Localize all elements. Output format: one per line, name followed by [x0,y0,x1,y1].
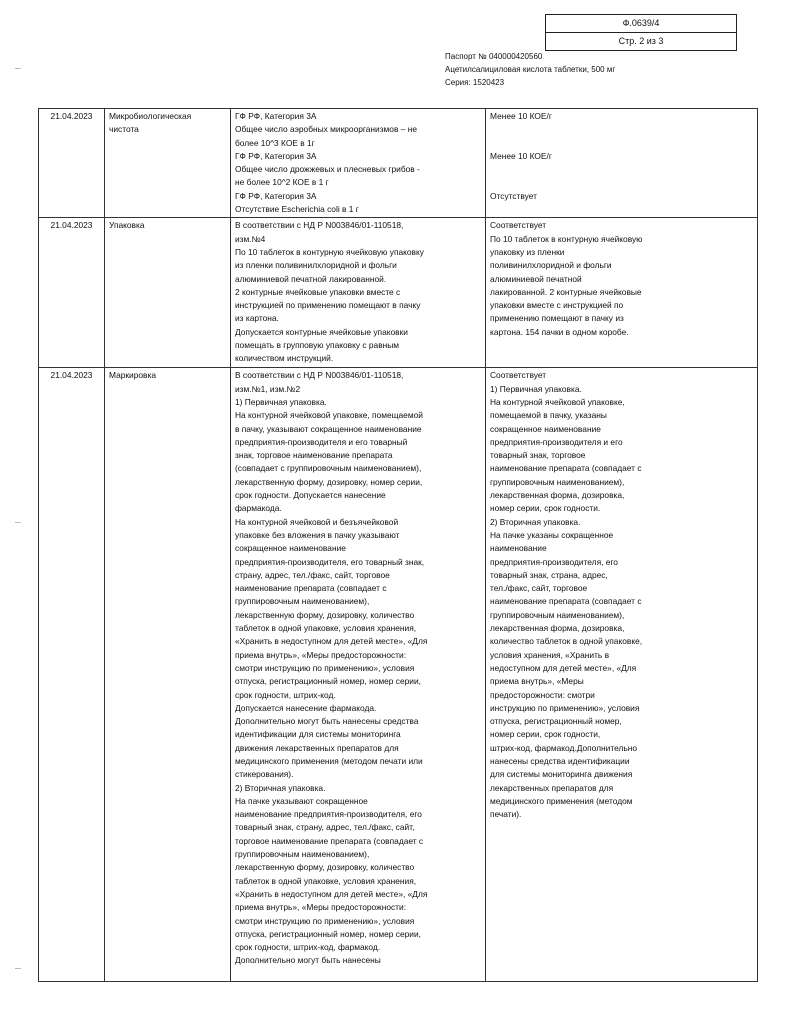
text-line: Общее число аэробных микроорганизмов – не [235,124,418,135]
text-line: товарный знак, торговое [490,450,586,461]
text-line: «Хранить в недоступном для детей месте», «Для [235,636,428,647]
text-line: наименование предприятия-производителя, его [235,809,422,820]
text-line: предприятия-производителя, его [490,556,618,567]
text-line: алюминиевой печатной лакированной. [235,273,387,284]
text-line: номер серии, срок годности. [490,503,601,514]
text-line: предприятия-производителя, его товарный знак, [235,556,425,567]
text-line: стикерования). [235,769,294,780]
text-line: таблеток в одной упаковке, условия хранения, [235,875,417,886]
text-line: По 10 таблеток в контурную ячейковую упаковку [235,246,424,257]
text-line: тел./факс, сайт, торговое [490,583,588,594]
test-requirement [231,218,486,368]
text-line: Упаковка [109,220,145,231]
form-number: Ф.0639/4 [622,18,660,28]
text-line: в пачку, указывают сокращенное наименование [235,423,422,434]
text-line: Микробиологическая [109,111,192,121]
text-line: срок годности, штрих-код, фармакод. [235,942,381,953]
test-requirement [231,109,486,218]
text-line: упаковке без вложения в пачку указывают [235,529,400,540]
text-line: наименование препарата (совпадает с [490,463,642,474]
text-line: помещаемой в пачку, указаны [490,410,607,421]
scan-mark [15,522,21,523]
text-line: отпуска, регистрационный номер, номер серии, [235,676,421,687]
text-line: На контурной ячейковой упаковке, [490,396,625,407]
text-line: медицинского применения (методом печати или [235,755,423,766]
text-line: Дополнительно могут быть нанесены средства [235,716,419,727]
text-line: В соответствии с НД Р N003846/01-110518, [235,220,404,231]
text-line: 1) Первичная упаковка. [490,383,582,394]
text-line: чистота [109,124,139,135]
text-line: сокращенное наименование [235,543,346,554]
product-name: Ацетилсалициловая кислота таблетки, 500 мг [445,65,616,74]
text-line: из пленки поливинилхлоридной и фольги [235,260,397,271]
text-line: группировочным наименованием), [235,596,370,607]
text-line: страну, адрес, тел./факс, сайт, торговое [235,569,390,580]
text-line: Менее 10 КОЕ/г [490,150,552,161]
text-line: На пачке указывают сокращенное [235,795,368,806]
blank-line [490,163,753,176]
text-line: предприятия-производителя и его товарный [235,436,408,447]
text-line: приема внутрь», «Меры [490,676,584,687]
text-line: применению помещают в пачку из [490,313,624,324]
form-number-box [545,14,737,51]
text-line: 2) Вторичная упаковка. [235,782,326,793]
text-line: ГФ РФ, Категория 3А [235,150,317,161]
test-date: 21.04.2023 [39,109,105,218]
text-line: Общее число дрожжевых и плесневых грибов - [235,164,420,175]
text-line: картона. 154 пачки в одном коробе. [490,326,629,337]
text-line: наименование [490,543,547,554]
text-line: Соответствует [490,370,547,381]
text-line: На контурной ячейковой и безъячейковой [235,516,399,527]
text-line: инструкцией по применению помещают в пачку [235,300,421,311]
text-line: смотри инструкцию по применению», условия [235,662,415,673]
scan-mark [15,68,21,69]
text-line: отпуска, регистрационный номер, [490,716,622,727]
text-line: количеством инструкций. [235,353,334,364]
blank-line [490,176,753,189]
text-line: 2) Вторичная упаковка. [490,516,581,527]
text-line: ГФ РФ, Категория 3А [235,111,317,121]
text-line: лекарственную форму, дозировку, количество [235,609,415,620]
table-row [39,368,758,982]
text-line: движения лекарственных препаратов для [235,742,399,753]
text-line: лекарственная форма, дозировка, [490,490,625,501]
test-date: 21.04.2023 [39,368,105,982]
text-line: поливинилхлоридной и фольги [490,260,612,271]
series-number: Серия: 1520423 [445,78,505,87]
text-line: Допускается нанесение фармакода. [235,702,377,713]
text-line: Отсутствие Escherichia coli в 1 г [235,204,359,215]
test-requirement [231,368,486,982]
table-row [39,109,758,218]
text-line: из картона. [235,313,279,324]
text-line: знак, торговое наименование препарата [235,450,393,461]
text-line: упаковки вместе с инструкцией по [490,300,624,311]
text-line: ГФ РФ, Категория 3А [235,190,317,201]
text-line: В соответствии с НД Р N003846/01-110518, [235,370,404,381]
text-line: «Хранить в недоступном для детей месте», «Для [235,888,428,899]
text-line: группировочным наименованием), [490,609,625,620]
test-indicator [105,218,231,368]
blank-line [490,137,753,150]
text-line: Дополнительно могут быть нанесены [235,955,381,966]
text-line: сокращенное наименование [490,423,601,434]
test-result [486,368,758,982]
text-line: штрих-код, фармакод.Дополнительно [490,742,637,753]
text-line: На пачке указаны сокращенное [490,529,614,540]
page-label: Стр. 2 из 3 [546,32,736,50]
text-line: номер серии, срок годности, [490,729,601,740]
text-line: предприятия-производителя и его [490,436,623,447]
test-result [486,218,758,368]
text-line: лакированной. 2 контурные ячейковые [490,286,642,297]
text-line: фармакода. [235,503,282,514]
text-line: приема внутрь», «Меры предосторожности: [235,649,407,660]
text-line: торговое наименование препарата (совпадает с [235,835,424,846]
text-line: лекарственных препаратов для [490,782,614,793]
text-line: для системы мониторинга движения [490,769,633,780]
text-line: условия хранения, «Хранить в [490,649,610,660]
text-line: Менее 10 КОЕ/г [490,111,552,121]
text-line: изм.№1, изм.№2 [235,383,301,394]
text-line: инструкцию по применению», условия [490,702,640,713]
test-indicator [105,368,231,982]
text-line: не более 10^2 КОЕ в 1 г [235,177,329,188]
text-line: лекарственная форма, дозировка, [490,623,625,634]
blank-line [490,123,753,136]
passport-number: Паспорт № 040000420560 [445,52,543,61]
text-line: отпуска, регистрационный номер, номер серии, [235,928,421,939]
text-line: печати). [490,809,522,820]
text-line: Допускается контурные ячейковые упаковки [235,326,408,337]
test-indicator [105,109,231,218]
test-result [486,109,758,218]
text-line: По 10 таблеток в контурную ячейковую [490,233,643,244]
text-line: Соответствует [490,220,547,231]
scan-mark [15,968,21,969]
text-line: идентификации для системы мониторинга [235,729,401,740]
text-line: количество таблеток в одной упаковке, [490,636,643,647]
text-line: недоступном для детей месте», «Для [490,662,637,673]
text-line: лекарственную форму, дозировку, номер серии, [235,476,423,487]
text-line: группировочным наименованием), [235,849,370,860]
text-line: Маркировка [109,370,156,381]
analysis-table [38,108,758,982]
text-line: помещать в групповую упаковку с равным [235,340,400,351]
text-line: таблеток в одной упаковке, условия хранения, [235,623,417,634]
text-line: товарный знак, страну, адрес, тел./факс, сайт, [235,822,415,833]
text-line: товарный знак, страна, адрес, [490,569,608,580]
text-line: Отсутствует [490,190,537,201]
passport-header [445,50,615,89]
text-line: лекарственную форму, дозировку, количество [235,862,415,873]
text-line: 2 контурные ячейковые упаковки вместе с [235,286,401,297]
text-line: более 10^3 КОЕ в 1г [235,137,315,148]
text-line: упаковку из пленки [490,246,565,257]
text-line: На контурной ячейковой упаковке, помещаемой [235,410,423,421]
test-date: 21.04.2023 [39,218,105,368]
text-line: смотри инструкцию по применению», условия [235,915,415,926]
text-line: медицинского применения (методом [490,795,633,806]
text-line: нанесены средства идентификации [490,755,630,766]
text-line: срок годности. Допускается нанесение [235,490,386,501]
text-line: наименование препарата (совпадает с [235,583,387,594]
text-line: группировочным наименованием), [490,476,625,487]
text-line: (совпадает с группировочным наименованием), [235,463,422,474]
text-line: приема внутрь», «Меры предосторожности: [235,902,407,913]
text-line: 1) Первичная упаковка. [235,396,327,407]
text-line: алюминиевой печатной [490,273,582,284]
table-row [39,218,758,368]
text-line: изм.№4 [235,233,266,244]
text-line: срок годности, штрих-код. [235,689,336,700]
text-line: наименование препарата (совпадает с [490,596,642,607]
text-line: предосторожности: смотри [490,689,595,700]
